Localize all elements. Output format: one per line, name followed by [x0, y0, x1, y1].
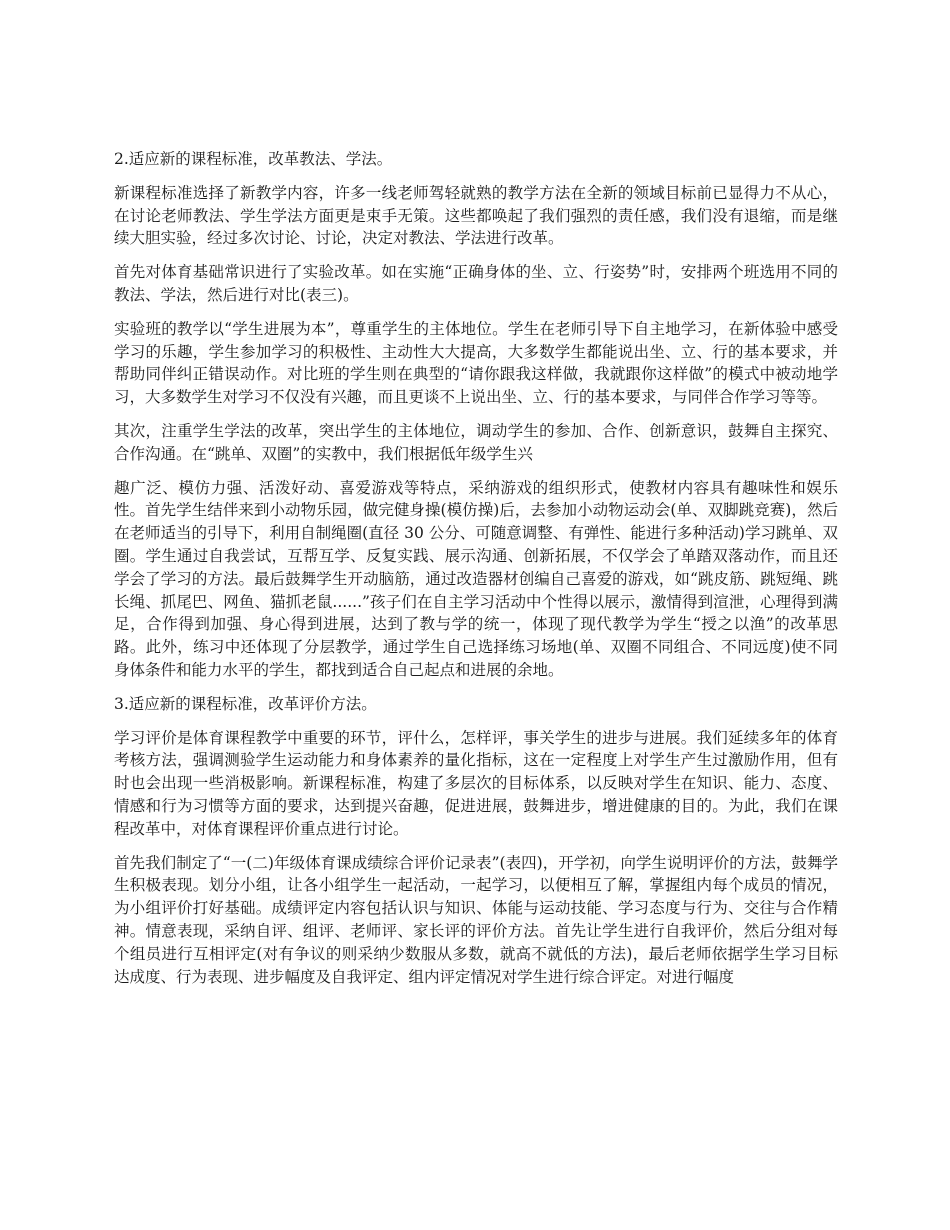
paragraph: 学习评价是体育课程教学中重要的环节，评什么，怎样评，事关学生的进步与进展。我们延续多年的体育考核方法，强调测验学生运动能力和身体素养的量化指标，这在一定程度上对学生产生过激励作用，但有时也会出现一些消极影响。新课程标准，构建了多层次的目标体系，以反映对学生在知识、能力、态度、情感和行为习惯等方面的要求，达到提兴奋趣，促进进展，鼓舞进步，增进健康的目的。为此，我们在课程改革中，对体育课程评价重点进行讨论。 [114, 728, 838, 838]
paragraph: 趣广泛、模仿力强、活泼好动、喜爱游戏等特点，采纳游戏的组织形式，使教材内容具有趣味性和娱乐性。首先学生结伴来到小动物乐园，做完健身操(模仿操)后，去参加小动物运动会(单、双脚跳竞赛)，然后在老师适当的引导下，利用自制绳圈(直径 30 公分、可随意调整、有弹性、能进行多种活动)学习跳单、双圈。学生通过自我尝试，互帮互学、反复实践、展示沟通、创新拓展，不仅学会了单踏双落动作，而且还学会了学习的方法。最后鼓舞学生开动脑筋，通过改造器材创编自己喜爱的游戏，如“跳皮筋、跳短绳、跳长绳、抓尾巴、网鱼、猫抓老鼠......”孩子们在自主学习活动中个性得以展示，激情得到渲泄，心理得到满足，合作得到加强、身心得到进展，达到了教与学的统一，体现了现代教学为学生“授之以渔”的改革思路。此外，练习中还体现了分层教学，通过学生自己选择练习场地(单、双圈不同组合、不同远度)使不同身体条件和能力水平的学生，都找到适合自己起点和进展的余地。 [114, 478, 838, 679]
document-body [114, 148, 838, 999]
paragraph: 首先对体育基础常识进行了实验改革。如在实施“正确身体的坐、立、行姿势”时，安排两个班选用不同的教法、学法，然后进行对比(表三)。 [114, 263, 838, 304]
paragraph: 新课程标准选择了新教学内容，许多一线老师驾轻就熟的教学方法在全新的领域目标前已显得力不从心，在讨论老师教法、学生学法方面更是束手无策。这些都唤起了我们强烈的责任感，我们没有退缩，而是继续大胆实验，经过多次讨论、讨论，决定对教法、学法进行改革。 [114, 183, 838, 248]
paragraph: 首先我们制定了“一(二)年级体育课成绩综合评价记录表”(表四)，开学初，向学生说明评价的方法，鼓舞学生积极表现。划分小组，让各小组学生一起活动，一起学习，以便相互了解，掌握组内每个成员的情况，为小组评价打好基础。成绩评定内容包括认识与知识、体能与运动技能、学习态度与行为、交往与合作精神。情意表现，采纳自评、组评、老师评、家长评的评价方法。首先让学生进行自我评价，然后分组对每个组员进行互相评定(对有争议的则采纳少数服从多数，就高不就低的方法)，最后老师依据学生学习目标达成度、行为表现、进步幅度及自我评定、组内评定情况对学生进行综合评定。对进行幅度 [114, 853, 838, 986]
heading-section-3: 3.适应新的课程标准，改革评价方法。 [114, 694, 377, 713]
paragraph: 其次，注重学生学法的改革，突出学生的主体地位，调动学生的参加、合作、创新意识，鼓舞自主探究、合作沟通。在“跳单、双圈”的实教中，我们根据低年级学生兴 [114, 421, 838, 463]
heading-section-2: 2.适应新的课程标准，改革教法、学法。 [114, 150, 393, 168]
paragraph: 实验班的教学以“学生进展为本”，尊重学生的主体地位。学生在老师引导下自主地学习，在新体验中感受学习的乐趣，学生参加学习的积极性、主动性大大提高，大多数学生都能说出坐、立、行的基本要求，并帮助同伴纠正错误动作。对比班的学生则在典型的“请你跟我这样做，我就跟你这样做”的模式中被动地学习，大多数学生对学习不仅没有兴趣，而且更谈不上说出坐、立、行的基本要求，与同伴合作学习等等。 [114, 319, 838, 407]
